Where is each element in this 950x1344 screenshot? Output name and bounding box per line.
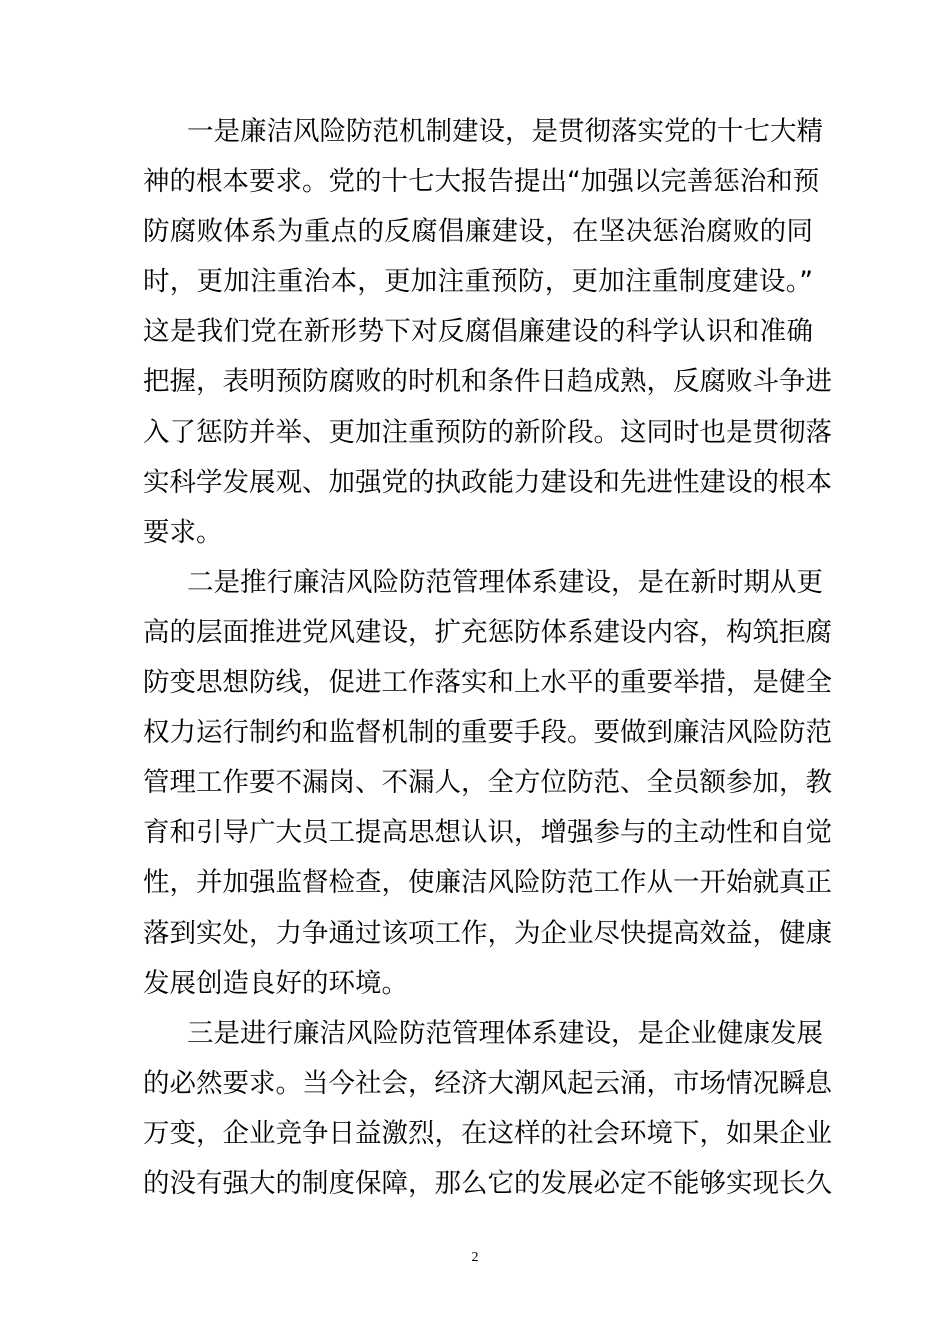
paragraph-3-line-4: 的没有强大的制度保障，那么它的发展必定不能够实现长久 — [143, 1167, 832, 1199]
paragraph-2-line-5: 管理工作要不漏岗、不漏人，全方位防范、全员额参加，教 — [143, 767, 832, 799]
paragraph-2-line-1: 二是推行廉洁风险防范管理体系建设，是在新时期从更 — [187, 566, 823, 598]
paragraph-3-line-3: 万变，企业竞争日益激烈，在这样的社会环境下，如果企业 — [143, 1117, 832, 1149]
paragraph-1-line-3: 防腐败体系为重点的反腐倡廉建设，在坚决惩治腐败的同 — [143, 216, 813, 248]
paragraph-1-line-4: 时，更加注重治本，更加注重预防，更加注重制度建设。” — [143, 266, 813, 298]
paragraph-3-line-1: 三是进行廉洁风险防范管理体系建设，是企业健康发展 — [187, 1017, 823, 1049]
paragraph-1-line-5: 这是我们党在新形势下对反腐倡廉建设的科学认识和准确 — [143, 316, 813, 348]
paragraph-2-line-8: 落到实处，力争通过该项工作，为企业尽快提高效益，健康 — [143, 917, 832, 949]
paragraph-3-line-2: 的必然要求。当今社会，经济大潮风起云涌，市场情况瞬息 — [143, 1067, 832, 1099]
body-text — [143, 107, 832, 1209]
paragraph-2-line-3: 防变思想防线，促进工作落实和上水平的重要举措，是健全 — [143, 667, 832, 699]
paragraph-1-line-2: 神的根本要求。党的十七大报告提出“加强以完善惩治和预 — [143, 166, 820, 198]
paragraph-1-line-1: 一是廉洁风险防范机制建设，是贯彻落实党的十七大精 — [187, 116, 823, 147]
paragraph-1-line-7: 入了惩防并举、更加注重预防的新阶段。这同时也是贯彻落 — [143, 416, 832, 448]
paragraph-2-line-9: 发展创造良好的环境。 — [143, 967, 408, 999]
paragraph-1-line-6: 把握，表明预防腐败的时机和条件日趋成熟，反腐败斗争进 — [143, 366, 832, 398]
paragraph-2-line-2: 高的层面推进党风建设，扩充惩防体系建设内容，构筑拒腐 — [143, 616, 832, 648]
page-number: 2 — [471, 1250, 479, 1265]
paragraph-1-line-8: 实科学发展观、加强党的执政能力建设和先进性建设的根本 — [143, 466, 832, 498]
paragraph-1-line-9: 要求。 — [143, 516, 223, 548]
paragraph-2-line-4: 权力运行制约和监督机制的重要手段。要做到廉洁风险防范 — [143, 717, 832, 749]
paragraph-2-line-6: 育和引导广大员工提高思想认识，增强参与的主动性和自觉 — [143, 817, 832, 849]
paragraph-2-line-7: 性，并加强监督检查，使廉洁风险防范工作从一开始就真正 — [143, 867, 832, 899]
